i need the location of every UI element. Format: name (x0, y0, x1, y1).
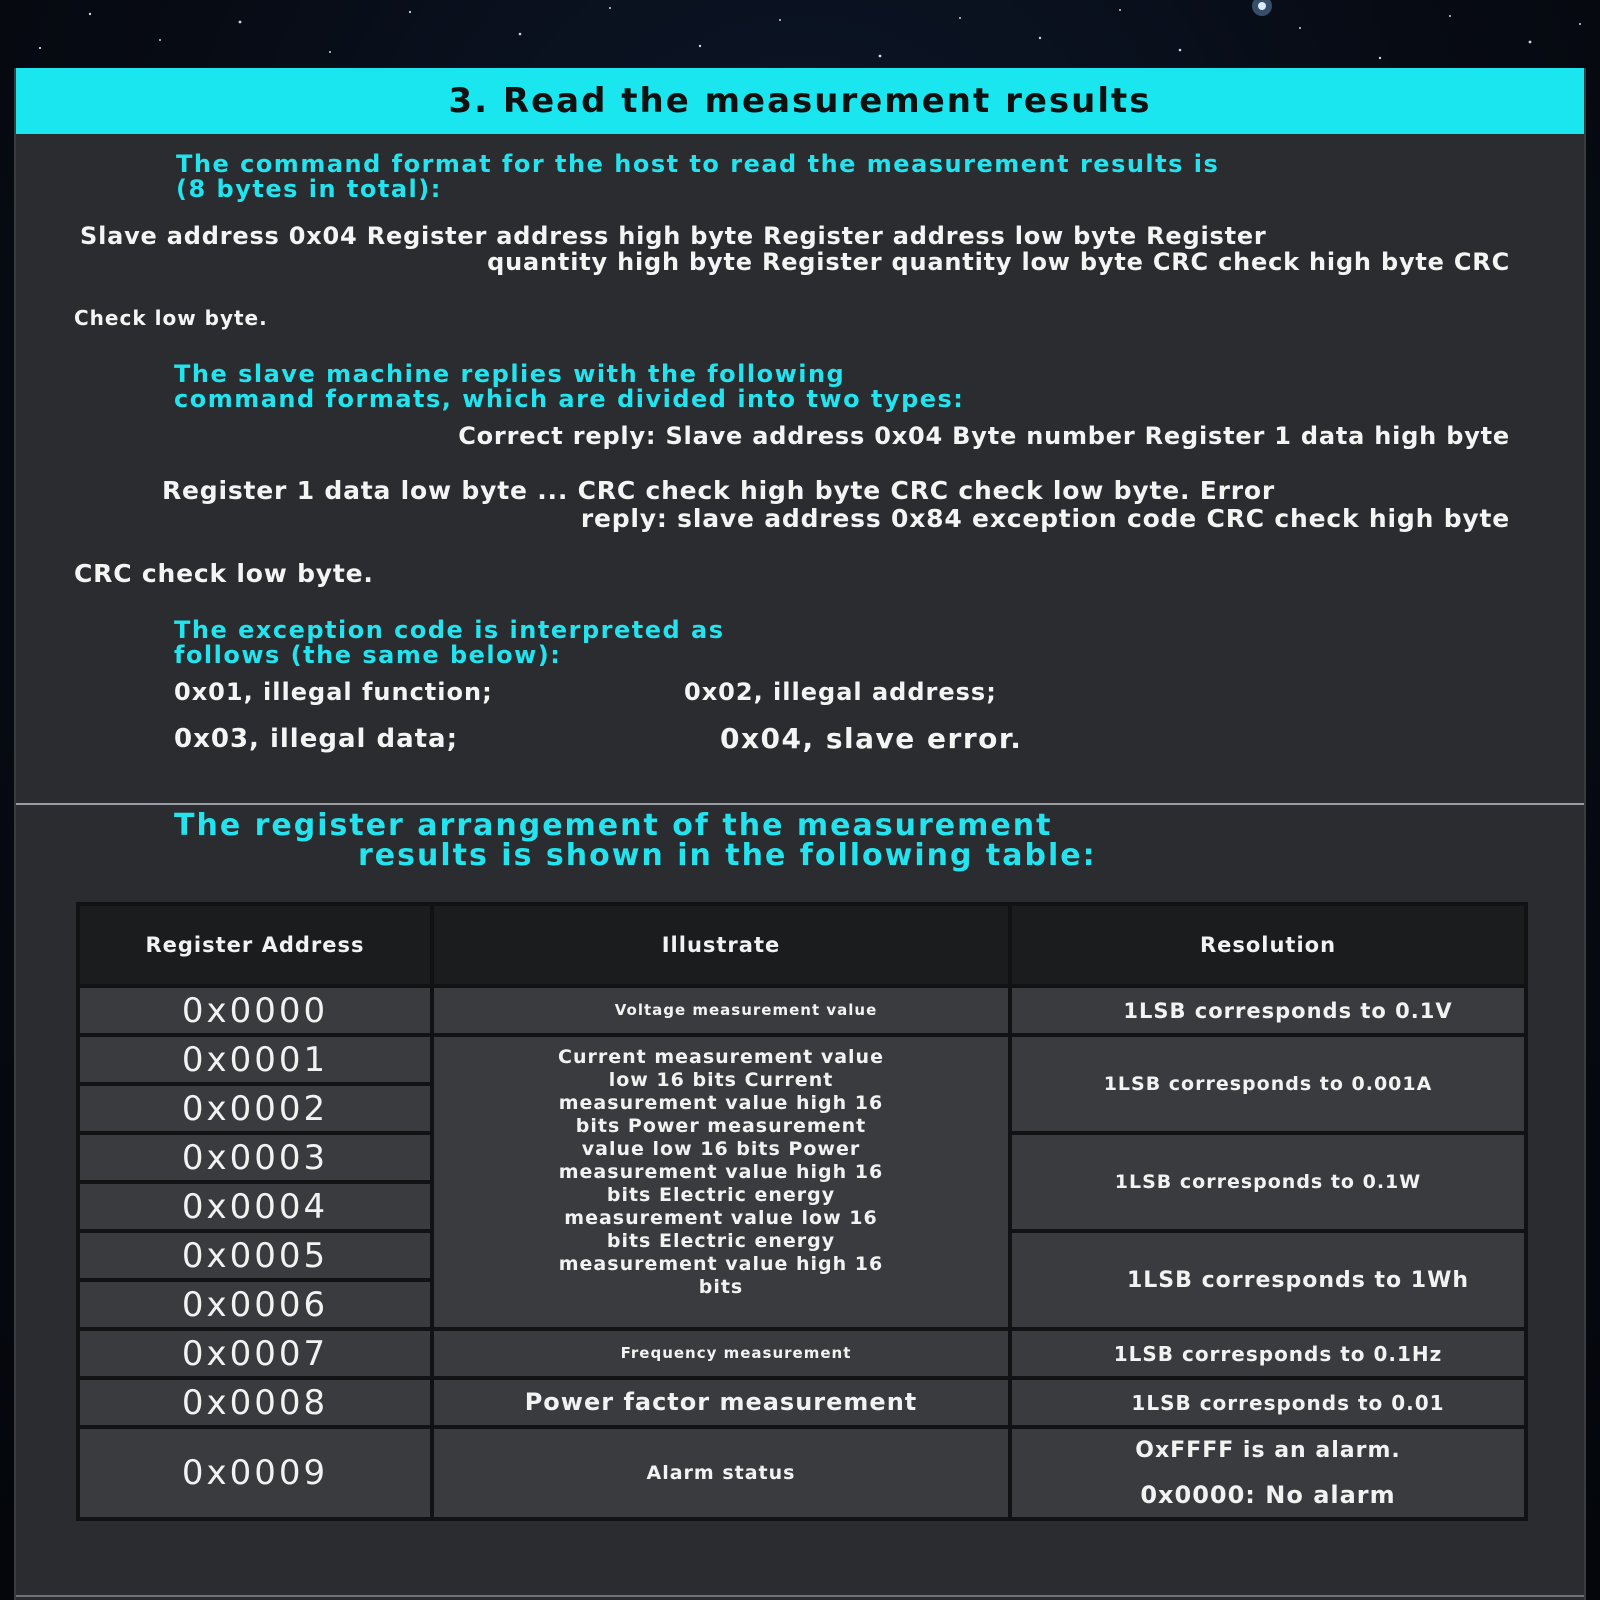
register-address: 0x0008 (78, 1378, 432, 1427)
content-panel (14, 68, 1586, 1600)
command-heading-line1: The command format for the host to read the measurement results is (176, 150, 1220, 178)
register-address: 0x0003 (78, 1133, 432, 1182)
register-heading-line2: results is shown in the following table: (358, 838, 1097, 873)
register-address: 0x0002 (78, 1084, 432, 1133)
table-row (78, 1035, 1526, 1084)
illustrate-line: bits Electric energy (606, 1183, 836, 1206)
register-address: 0x0009 (78, 1427, 432, 1519)
resolution-cell: 1LSB corresponds to 0.1W (1010, 1133, 1526, 1231)
illustrate-line: bits (698, 1275, 744, 1298)
exception-code-03: 0x03, illegal data; (174, 724, 458, 754)
reply-line4: CRC check low byte. (74, 559, 374, 588)
resolution-cell: 1LSB corresponds to 0.01 (1010, 1378, 1526, 1427)
exception-heading-line1: The exception code is interpreted as (174, 616, 725, 644)
section-divider (16, 803, 1584, 805)
register-address: 0x0001 (78, 1035, 432, 1084)
register-address: 0x0007 (78, 1329, 432, 1378)
bottom-divider (16, 1595, 1584, 1597)
column-header: Illustrate (432, 904, 1010, 986)
table-row (78, 1427, 1526, 1519)
reply-line3: reply: slave address 0x84 exception code CRC check high byte (580, 504, 1510, 533)
illustrate-line: measurement value high 16 (558, 1091, 884, 1114)
exception-heading-line2: follows (the same below): (174, 641, 562, 669)
exception-code-02: 0x02, illegal address; (684, 678, 997, 706)
reply-line2: Register 1 data low byte ... CRC check high byte CRC check low byte. Error (162, 476, 1276, 505)
resolution-cell: 1LSB corresponds to 0.1V (1010, 986, 1526, 1035)
illustrate-line: low 16 bits Current (608, 1068, 834, 1091)
register-address: 0x0006 (78, 1280, 432, 1329)
section-title: 3. Read the measurement results (448, 81, 1152, 121)
illustrate-line: bits Power measurement (575, 1114, 867, 1137)
illustrate-line: measurement value low 16 (564, 1206, 878, 1229)
illustrate-line: value low 16 bits Power (581, 1137, 861, 1160)
register-address: 0x0004 (78, 1182, 432, 1231)
table-row (78, 986, 1526, 1035)
illustrate-cell: Voltage measurement value (432, 986, 1010, 1035)
illustrate-line: measurement value high 16 (558, 1160, 884, 1183)
exception-code-04: 0x04, slave error. (720, 722, 1023, 755)
command-body-line1: Slave address 0x04 Register address high byte Register address low byte Register (80, 222, 1267, 250)
table-header-row (78, 904, 1526, 986)
resolution-cell: 1LSB corresponds to 0.1Hz (1010, 1329, 1526, 1378)
resolution-alarm-cell (1010, 1427, 1526, 1519)
table-row (78, 1378, 1526, 1427)
illustrate-line: measurement value high 16 (558, 1252, 884, 1275)
register-table (76, 902, 1528, 1521)
command-body-line2: quantity high byte Register quantity low byte CRC check high byte CRC (487, 248, 1510, 276)
illustrate-line: Current measurement value (558, 1045, 884, 1068)
table-row (78, 1329, 1526, 1378)
illustrate-cell: Frequency measurement (432, 1329, 1010, 1378)
resolution-cell: 1LSB corresponds to 1Wh (1010, 1231, 1526, 1329)
illustrate-cell: Power factor measurement (432, 1378, 1010, 1427)
register-address: 0x0000 (78, 986, 432, 1035)
exception-code-01: 0x01, illegal function; (174, 678, 493, 706)
illustrate-cell: Alarm status (432, 1427, 1010, 1519)
reply-line1: Correct reply: Slave address 0x04 Byte number Register 1 data high byte (458, 422, 1510, 450)
command-heading-line2: (8 bytes in total): (176, 175, 442, 203)
section-header (16, 68, 1584, 134)
command-body-line3: Check low byte. (74, 306, 268, 330)
reply-heading-line1: The slave machine replies with the following (174, 360, 846, 388)
alarm-line: 0x0000: No alarm (1140, 1480, 1396, 1509)
resolution-cell: 1LSB corresponds to 0.001A (1010, 1035, 1526, 1133)
column-header: Register Address (78, 904, 432, 986)
reply-heading-line2: command formats, which are divided into two types: (174, 385, 965, 413)
register-address: 0x0005 (78, 1231, 432, 1280)
illustrate-line: bits Electric energy (606, 1229, 836, 1252)
alarm-line: OxFFFF is an alarm. (1135, 1437, 1401, 1463)
column-header: Resolution (1010, 904, 1526, 986)
illustrate-merged-cell (432, 1035, 1010, 1329)
register-heading-line1: The register arrangement of the measurement (174, 808, 1053, 843)
